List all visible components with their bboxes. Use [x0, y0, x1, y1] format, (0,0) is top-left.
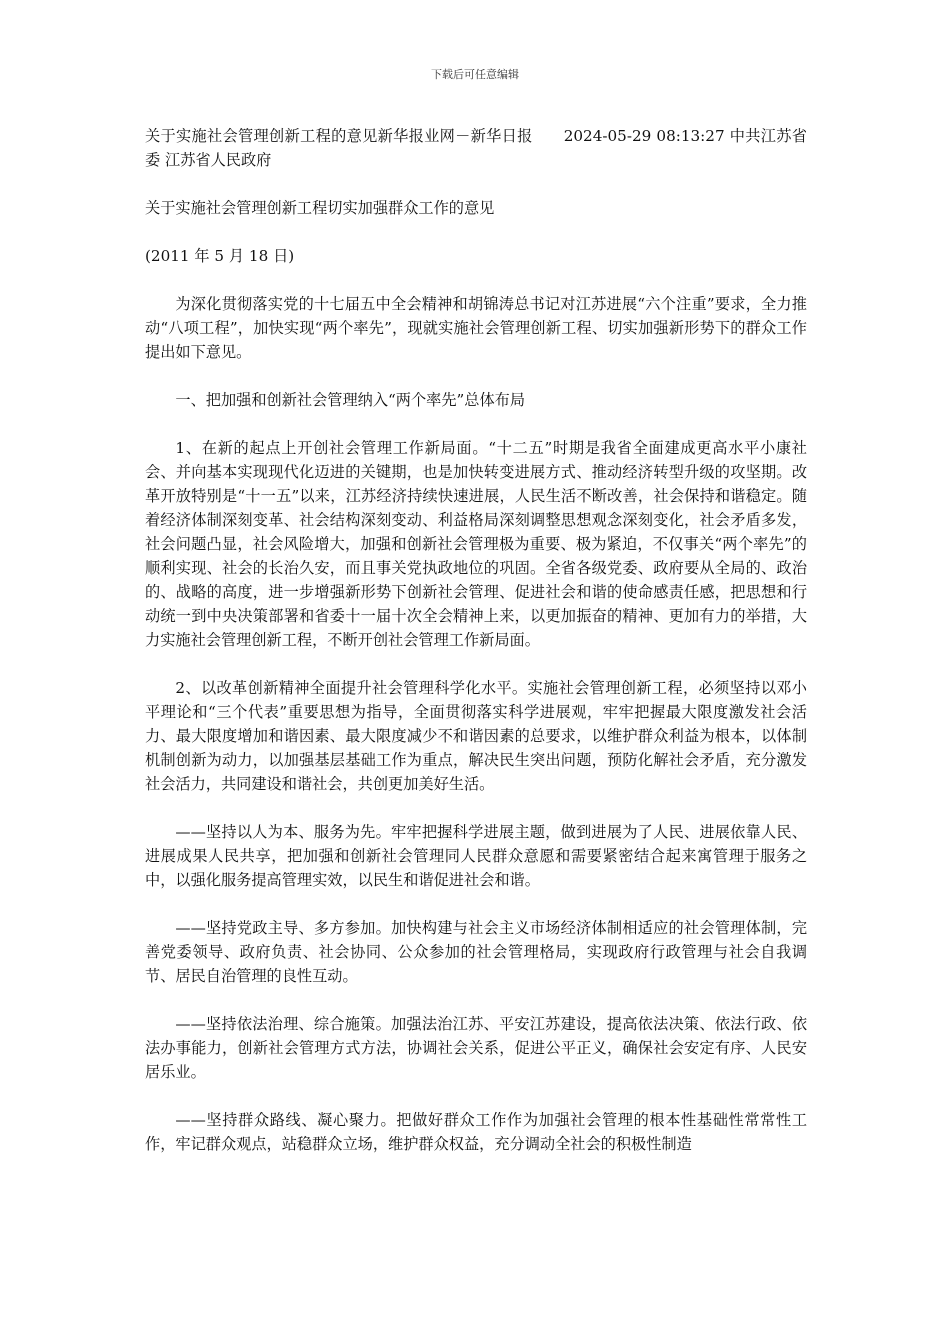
paragraph-2: 2、以改革创新精神全面提升社会管理科学化水平。实施社会管理创新工程，必须坚持以邓小平理论和“三个代表”重要思想为指导，全面贯彻落实科学进展观，牢牢把握最大限度激发社会活力、最大限度增加和谐因素、最大限度减少不和谐因素的总要求，以维护群众利益为根本，以体制机制创新为动力，以加强基层基础工作为重点，解决民生突出问题，预防化解社会矛盾，充分激发社会活力，共同建设和谐社会，共创更加美好生活。 [145, 679, 807, 793]
intro-paragraph: 为深化贯彻落实党的十七届五中全会精神和胡锦涛总书记对江苏进展“六个注重”要求，全力推动“八项工程”，加快实现“两个率先”，现就实施社会管理创新工程、切实加强新形势下的群众工作提出如下意见。 [145, 295, 807, 361]
principle-paragraph-4: ——坚持群众路线、凝心聚力。把做好群众工作作为加强社会管理的根本性基础性常常性工作，牢记群众观点，站稳群众立场，维护群众权益，充分调动全社会的积极性制造 [145, 1111, 807, 1153]
article-source-line: 关于实施社会管理创新工程的意见新华报业网－新华日报 2024-05-29 08:13:27 中共江苏省委 江苏省人民政府 [145, 127, 807, 169]
section-heading-1: 一、把加强和创新社会管理纳入“两个率先”总体布局 [175, 391, 526, 409]
document-title: 关于实施社会管理创新工程切实加强群众工作的意见 [145, 199, 495, 217]
paragraph-1: 1、在新的起点上开创社会管理工作新局面。“十二五”时期是我省全面建成更高水平小康社会、并向基本实现现代化迈进的关键期，也是加快转变进展方式、推动经济转型升级的攻坚期。改革开放特别是“十一五”以来，江苏经济持续快速进展，人民生活不断改善，社会保持和谐稳定。随着经济体制深刻变革、社会结构深刻变动、利益格局深刻调整思想观念深刻变化，社会矛盾多发，社会问题凸显，社会风险增大，加强和创新社会管理极为重要、极为紧迫，不仅事关“两个率先”的顺利实现、社会的长治久安，而且事关党执政地位的巩固。全省各级党委、政府要从全局的、政治的、战略的高度，进一步增强新形势下创新社会管理、促进社会和谐的使命感责任感，把思想和行动统一到中央决策部署和省委十一届十次全会精神上来，以更加振奋的精神、更加有力的举措，大力实施社会管理创新工程，不断开创社会管理工作新局面。 [145, 439, 807, 649]
principle-paragraph-2: ——坚持党政主导、多方参加。加快构建与社会主义市场经济体制相适应的社会管理体制，完善党委领导、政府负责、社会协同、公众参加的社会管理格局，实现政府行政管理与社会自我调节、居民自治管理的良性互动。 [145, 919, 807, 985]
principle-paragraph-1: ——坚持以人为本、服务为先。牢牢把握科学进展主题，做到进展为了人民、进展依靠人民、进展成果人民共享，把加强和创新社会管理同人民群众意愿和需要紧密结合起来寓管理于服务之中，以强化服务提高管理实效，以民生和谐促进社会和谐。 [145, 823, 807, 889]
document-date: (2011 年 5 月 18 日) [145, 247, 295, 265]
download-note: 下载后可任意编辑 [431, 68, 519, 81]
document-body [145, 124, 807, 1180]
principle-paragraph-3: ——坚持依法治理、综合施策。加强法治江苏、平安江苏建设，提高依法决策、依法行政、依法办事能力，创新社会管理方式方法，协调社会关系，促进公平正义，确保社会安定有序、人民安居乐业。 [145, 1015, 807, 1081]
